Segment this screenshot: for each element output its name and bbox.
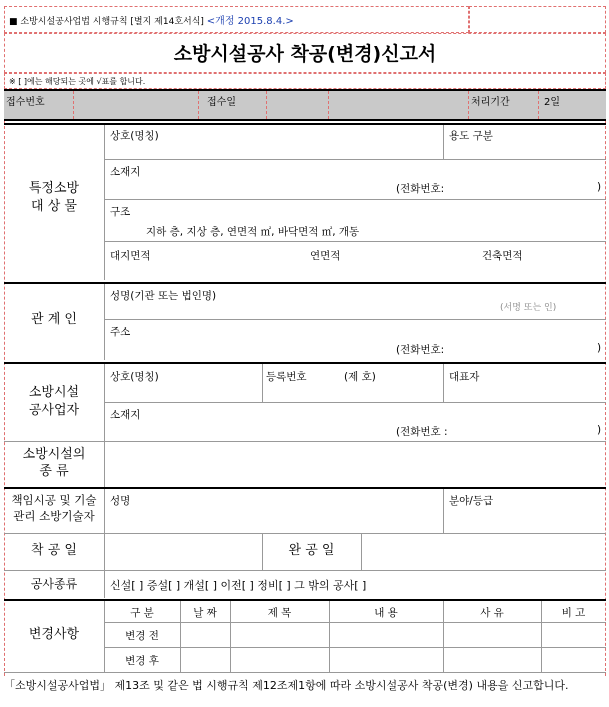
target-name-label: 상호(명칭) (110, 130, 159, 142)
target-address-label: 소재지 (110, 166, 141, 178)
contractor-rep-label: 대표자 (449, 371, 480, 383)
work-type-label: 공사종류 (30, 577, 78, 591)
target-use-label: 용도 구분 (449, 130, 493, 142)
related-phone-close: ) (597, 342, 602, 354)
contractor-reg-value: (제 호) (344, 371, 376, 383)
form-title: 소방시설공사 착공(변경)신고서 (4, 33, 606, 73)
change-header-title: 제 목 (267, 607, 292, 619)
related-sign-label: (서명 또는 인) (500, 303, 557, 313)
contractor-name-label: 상호(명칭) (110, 371, 159, 383)
contractor-reg-label: 등록번호 (266, 371, 307, 383)
target-phone-label: (전화번호: (396, 183, 445, 195)
target-structure-label: 구조 (110, 206, 131, 218)
form-header (4, 6, 469, 33)
change-header-type: 구 분 (130, 607, 154, 619)
target-phone-close: ) (597, 181, 602, 193)
contractor-section-label: 소방시설 공사업자 (28, 385, 80, 418)
change-header-remarks: 비 고 (561, 607, 586, 619)
target-structure-line: 지하 층, 지상 층, 연면적 ㎡, 바닥면적 ㎡, 개동 (146, 226, 360, 238)
change-section-label: 변경사항 (28, 627, 80, 642)
check-note-text: ※ [ ]에는 해당되는 곳에 √표를 합니다. (9, 77, 146, 86)
work-type-options: 신설[ ] 증설[ ] 개설[ ] 이전[ ] 정비[ ] 그 밖의 공사[ ] (110, 579, 367, 592)
engineer-label: 책임시공 및 기술 관리 소방기술자 (11, 493, 97, 523)
contractor-phone-close: ) (597, 424, 602, 436)
related-address-label: 주소 (110, 326, 131, 338)
related-name-label: 성명(기관 또는 법인명) (110, 290, 217, 302)
regulation-text: ■ 소방시설공사업법 시행규칙 [별지 제14호서식] (9, 17, 204, 27)
check-note (4, 73, 606, 89)
site-area-label: 대지면적 (110, 250, 151, 262)
facility-type-label: 소방시설의 종 류 (22, 447, 86, 479)
target-section-label: 특정소방 대 상 물 (28, 181, 80, 214)
change-header-content: 내 용 (374, 607, 398, 619)
contractor-phone-label: (전화번호 : (396, 426, 448, 438)
processing-period-label: 처리기간 (471, 97, 510, 108)
start-date-label: 착 공 일 (31, 543, 77, 558)
engineer-name-label: 성명 (110, 495, 131, 507)
change-header-reason: 사 유 (480, 607, 504, 619)
receipt-no-label: 접수번호 (6, 97, 45, 108)
change-row-before: 변경 전 (125, 630, 159, 642)
receipt-date-label: 접수일 (207, 97, 236, 108)
revision-text: <개정 2015.8.4.> (206, 16, 294, 27)
building-area-label: 건축면적 (482, 250, 523, 262)
related-section-label: 관 계 인 (31, 312, 77, 327)
contractor-address-label: 소재지 (110, 409, 141, 421)
receipt-row (4, 89, 606, 121)
related-phone-label: (전화번호: (396, 344, 445, 356)
declaration-text: 「소방시설공사업법」 제13조 및 같은 법 시행규칙 제12조제1항에 따라 소방시설공사 착공(변경) 내용을 신고합니다. (4, 679, 569, 692)
end-date-label: 완 공 일 (288, 543, 335, 558)
engineer-grade-label: 분야/등급 (449, 495, 494, 507)
total-area-label: 연면적 (310, 250, 341, 262)
change-row-after: 변경 후 (125, 655, 159, 667)
processing-period-value: 2일 (544, 97, 561, 108)
change-header-date: 날 짜 (193, 607, 217, 619)
header-right-cell (469, 6, 606, 33)
